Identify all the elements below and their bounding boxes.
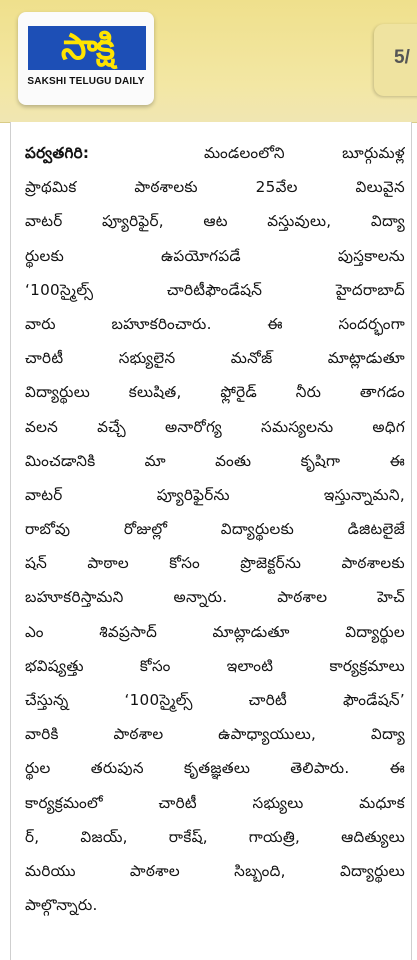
article-line: ఎం శివప్రసాద్ మాట్లాడుతూ విద్యార్థుల [25,622,405,641]
article-line: పాల్గొన్నారు. [25,896,98,915]
article-line: కార్యక్రమంలో చారిటీ సభ్యులు మధూక [25,793,405,812]
news-clipping [10,122,412,960]
article-line: రాబోవు రోజుల్లో విద్యార్థులకు డిజిటలైజే [25,520,405,539]
article-line: వాటర్ ప్యూరిఫైర్, ఆట వస్తువులు, విద్యా [25,212,405,231]
article-line: ‘100స్మైల్స్ చారిటీఫౌండేషన్ హైదరాబాద్ [25,280,405,299]
article-line: ప్రాథమిక పాఠశాలకు 25వేల విలువైన [25,178,405,197]
logo-tagline: SAKSHI TELUGU DAILY [27,76,145,87]
article-line: వారు బహూకరించారు. ఈ సందర్భంగా [25,314,405,333]
page-indicator: 5/ [394,47,410,68]
article-line: విద్యార్థులు కలుషిత, ఫ్లోరైడ్ నీరు తాగడం [25,383,405,402]
sakshi-logo[interactable] [18,12,154,105]
article-line: వలన వచ్చే అనారోగ్య సమస్యలను అధిగ [25,417,405,436]
article-line-text: మండలంలోని బూర్గుమళ్ల [203,144,405,162]
article-line: వాటర్ ప్యూరిఫైర్‌ను ఇస్తున్నామని, [25,485,405,504]
article-line: షన్ పాఠాల కోసం ప్రొజెక్టర్‌ను పాఠశాలకు [25,554,405,573]
article-line: వారికి పాఠశాల ఉపాధ్యాయులు, విద్యా [25,725,405,744]
article-line: ర్థులకు ఉపయోగపడే పుస్తకాలను [25,246,405,265]
article-body [25,136,405,922]
logo-block [28,26,146,70]
article-line: భవిష్యత్తు కోసం ఇలాంటి కార్యక్రమాలు [25,656,405,675]
article-line: మరియు పాఠశాల సిబ్బంది, విద్యార్థులు [25,861,405,880]
article-line: ర్థుల తరుపున కృతజ్ఞతలు తెలిపారు. ఈ [25,759,405,778]
article-line: చేస్తున్న ‘100స్మైల్స్ చారిటీ ఫౌండేషన్’ [25,691,405,709]
dateline: పర్వతగిరి: [25,144,90,162]
article-line: ర్, విజయ్, రాకేష్, గాయత్రి, ఆదిత్యులు [25,827,405,846]
article-line: బహూకరిస్తామని అన్నారు. పాఠశాల హెచ్ [25,588,405,607]
logo-script-text: సాక్షి [61,27,113,68]
article-line: మించడానికి మా వంతు కృషిగా ఈ [25,451,405,470]
article-line [25,136,405,170]
app-header [0,0,417,123]
article-line: చారిటీ సభ్యులైన మనోజ్ మాట్లాడుతూ [25,349,405,368]
